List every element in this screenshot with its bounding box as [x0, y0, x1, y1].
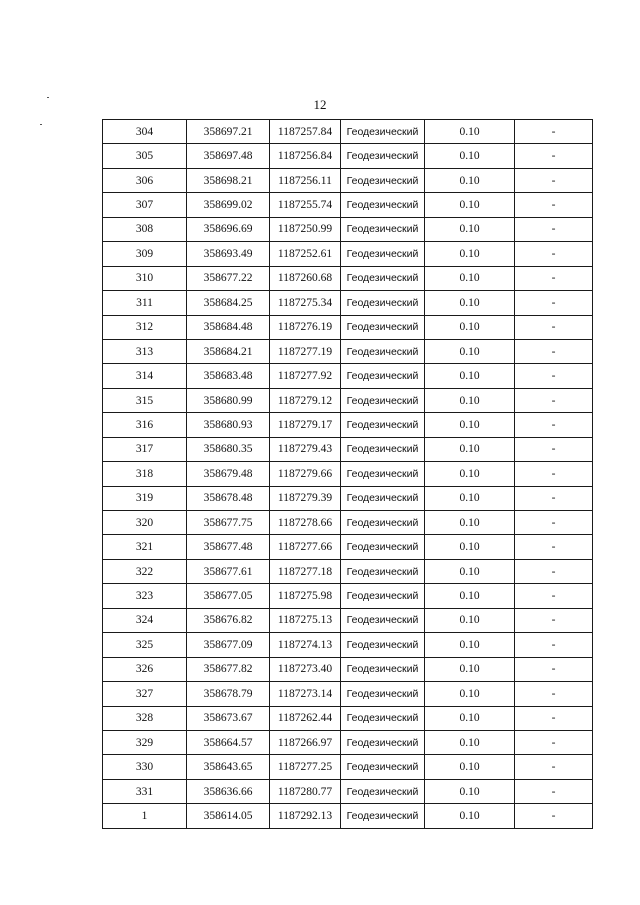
table-row: [103, 291, 593, 315]
method-cell: Геодезический: [341, 168, 425, 192]
method-cell: Геодезический: [341, 706, 425, 730]
accuracy-cell: 0.10: [425, 291, 515, 315]
accuracy-cell: 0.10: [425, 364, 515, 388]
table-row: [103, 437, 593, 461]
y-coordinate-cell: 1187260.68: [270, 266, 341, 290]
accuracy-cell: 0.10: [425, 608, 515, 632]
table-row: [103, 339, 593, 363]
description-cell: -: [515, 682, 593, 706]
y-coordinate-cell: 1187276.19: [270, 315, 341, 339]
table-row: [103, 144, 593, 168]
method-cell: Геодезический: [341, 486, 425, 510]
y-coordinate-cell: 1187274.13: [270, 633, 341, 657]
table-row: [103, 804, 593, 828]
description-cell: -: [515, 633, 593, 657]
x-coordinate-cell: 358680.35: [187, 437, 270, 461]
y-coordinate-cell: 1187266.97: [270, 730, 341, 754]
accuracy-cell: 0.10: [425, 315, 515, 339]
y-coordinate-cell: 1187275.34: [270, 291, 341, 315]
method-cell: Геодезический: [341, 315, 425, 339]
method-cell: Геодезический: [341, 755, 425, 779]
description-cell: -: [515, 462, 593, 486]
y-coordinate-cell: 1187280.77: [270, 779, 341, 803]
y-coordinate-cell: 1187273.14: [270, 682, 341, 706]
table-row: [103, 242, 593, 266]
point-number-cell: 330: [103, 755, 187, 779]
y-coordinate-cell: 1187277.25: [270, 755, 341, 779]
table-row: [103, 486, 593, 510]
description-cell: -: [515, 804, 593, 828]
y-coordinate-cell: 1187279.17: [270, 413, 341, 437]
method-cell: Геодезический: [341, 364, 425, 388]
accuracy-cell: 0.10: [425, 633, 515, 657]
scan-artifact-mark: [47, 97, 49, 98]
method-cell: Геодезический: [341, 242, 425, 266]
point-number-cell: 312: [103, 315, 187, 339]
point-number-cell: 316: [103, 413, 187, 437]
point-number-cell: 310: [103, 266, 187, 290]
accuracy-cell: 0.10: [425, 437, 515, 461]
table-row: [103, 120, 593, 144]
method-cell: Геодезический: [341, 437, 425, 461]
accuracy-cell: 0.10: [425, 779, 515, 803]
accuracy-cell: 0.10: [425, 755, 515, 779]
description-cell: -: [515, 486, 593, 510]
y-coordinate-cell: 1187255.74: [270, 193, 341, 217]
method-cell: Геодезический: [341, 633, 425, 657]
accuracy-cell: 0.10: [425, 462, 515, 486]
point-number-cell: 328: [103, 706, 187, 730]
method-cell: Геодезический: [341, 120, 425, 144]
y-coordinate-cell: 1187256.84: [270, 144, 341, 168]
point-number-cell: 320: [103, 511, 187, 535]
x-coordinate-cell: 358678.79: [187, 682, 270, 706]
point-number-cell: 329: [103, 730, 187, 754]
point-number-cell: 321: [103, 535, 187, 559]
point-number-cell: 311: [103, 291, 187, 315]
x-coordinate-cell: 358693.49: [187, 242, 270, 266]
description-cell: -: [515, 120, 593, 144]
y-coordinate-cell: 1187275.98: [270, 584, 341, 608]
y-coordinate-cell: 1187262.44: [270, 706, 341, 730]
description-cell: -: [515, 779, 593, 803]
point-number-cell: 324: [103, 608, 187, 632]
point-number-cell: 304: [103, 120, 187, 144]
point-number-cell: 305: [103, 144, 187, 168]
accuracy-cell: 0.10: [425, 339, 515, 363]
y-coordinate-cell: 1187275.13: [270, 608, 341, 632]
y-coordinate-cell: 1187279.66: [270, 462, 341, 486]
description-cell: -: [515, 339, 593, 363]
point-number-cell: 331: [103, 779, 187, 803]
x-coordinate-cell: 358696.69: [187, 217, 270, 241]
accuracy-cell: 0.10: [425, 730, 515, 754]
method-cell: Геодезический: [341, 682, 425, 706]
x-coordinate-cell: 358676.82: [187, 608, 270, 632]
accuracy-cell: 0.10: [425, 120, 515, 144]
method-cell: Геодезический: [341, 462, 425, 486]
x-coordinate-cell: 358683.48: [187, 364, 270, 388]
table-row: [103, 388, 593, 412]
table-row: [103, 266, 593, 290]
y-coordinate-cell: 1187277.66: [270, 535, 341, 559]
description-cell: -: [515, 315, 593, 339]
description-cell: -: [515, 584, 593, 608]
x-coordinate-cell: 358678.48: [187, 486, 270, 510]
point-number-cell: 319: [103, 486, 187, 510]
point-number-cell: 318: [103, 462, 187, 486]
table-row: [103, 633, 593, 657]
y-coordinate-cell: 1187256.11: [270, 168, 341, 192]
point-number-cell: 307: [103, 193, 187, 217]
description-cell: -: [515, 730, 593, 754]
description-cell: -: [515, 559, 593, 583]
accuracy-cell: 0.10: [425, 413, 515, 437]
y-coordinate-cell: 1187250.99: [270, 217, 341, 241]
x-coordinate-cell: 358699.02: [187, 193, 270, 217]
accuracy-cell: 0.10: [425, 706, 515, 730]
table-row: [103, 462, 593, 486]
description-cell: -: [515, 266, 593, 290]
table-row: [103, 413, 593, 437]
table-row: [103, 168, 593, 192]
x-coordinate-cell: 358679.48: [187, 462, 270, 486]
description-cell: -: [515, 706, 593, 730]
table-row: [103, 535, 593, 559]
x-coordinate-cell: 358698.21: [187, 168, 270, 192]
point-number-cell: 306: [103, 168, 187, 192]
method-cell: Геодезический: [341, 413, 425, 437]
table-row: [103, 511, 593, 535]
table-row: [103, 193, 593, 217]
description-cell: -: [515, 535, 593, 559]
table-row: [103, 217, 593, 241]
table-row: [103, 755, 593, 779]
accuracy-cell: 0.10: [425, 242, 515, 266]
y-coordinate-cell: 1187273.40: [270, 657, 341, 681]
x-coordinate-cell: 358614.05: [187, 804, 270, 828]
x-coordinate-cell: 358677.61: [187, 559, 270, 583]
table-row: [103, 608, 593, 632]
point-number-cell: 317: [103, 437, 187, 461]
accuracy-cell: 0.10: [425, 559, 515, 583]
point-number-cell: 326: [103, 657, 187, 681]
point-number-cell: 315: [103, 388, 187, 412]
accuracy-cell: 0.10: [425, 266, 515, 290]
description-cell: -: [515, 364, 593, 388]
point-number-cell: 323: [103, 584, 187, 608]
x-coordinate-cell: 358680.99: [187, 388, 270, 412]
x-coordinate-cell: 358684.25: [187, 291, 270, 315]
accuracy-cell: 0.10: [425, 682, 515, 706]
method-cell: Геодезический: [341, 511, 425, 535]
method-cell: Геодезический: [341, 266, 425, 290]
scan-artifact-mark: [40, 124, 42, 125]
y-coordinate-cell: 1187292.13: [270, 804, 341, 828]
method-cell: Геодезический: [341, 584, 425, 608]
accuracy-cell: 0.10: [425, 168, 515, 192]
table-row: [103, 730, 593, 754]
accuracy-cell: 0.10: [425, 217, 515, 241]
y-coordinate-cell: 1187277.19: [270, 339, 341, 363]
coordinates-table: [102, 119, 593, 829]
x-coordinate-cell: 358677.75: [187, 511, 270, 535]
description-cell: -: [515, 755, 593, 779]
method-cell: Геодезический: [341, 804, 425, 828]
table-row: [103, 682, 593, 706]
point-number-cell: 308: [103, 217, 187, 241]
method-cell: Геодезический: [341, 608, 425, 632]
accuracy-cell: 0.10: [425, 144, 515, 168]
description-cell: -: [515, 168, 593, 192]
y-coordinate-cell: 1187277.18: [270, 559, 341, 583]
table-row: [103, 657, 593, 681]
x-coordinate-cell: 358636.66: [187, 779, 270, 803]
x-coordinate-cell: 358684.48: [187, 315, 270, 339]
y-coordinate-cell: 1187252.61: [270, 242, 341, 266]
point-number-cell: 325: [103, 633, 187, 657]
y-coordinate-cell: 1187278.66: [270, 511, 341, 535]
description-cell: -: [515, 413, 593, 437]
method-cell: Геодезический: [341, 193, 425, 217]
method-cell: Геодезический: [341, 657, 425, 681]
table-row: [103, 364, 593, 388]
x-coordinate-cell: 358673.67: [187, 706, 270, 730]
description-cell: -: [515, 437, 593, 461]
x-coordinate-cell: 358677.82: [187, 657, 270, 681]
accuracy-cell: 0.10: [425, 193, 515, 217]
accuracy-cell: 0.10: [425, 535, 515, 559]
x-coordinate-cell: 358697.21: [187, 120, 270, 144]
accuracy-cell: 0.10: [425, 511, 515, 535]
accuracy-cell: 0.10: [425, 584, 515, 608]
table-row: [103, 584, 593, 608]
coordinates-table-body: [103, 120, 593, 829]
accuracy-cell: 0.10: [425, 657, 515, 681]
x-coordinate-cell: 358664.57: [187, 730, 270, 754]
page-number: 12: [313, 97, 327, 112]
point-number-cell: 322: [103, 559, 187, 583]
description-cell: -: [515, 657, 593, 681]
x-coordinate-cell: 358697.48: [187, 144, 270, 168]
x-coordinate-cell: 358680.93: [187, 413, 270, 437]
method-cell: Геодезический: [341, 339, 425, 363]
x-coordinate-cell: 358677.05: [187, 584, 270, 608]
accuracy-cell: 0.10: [425, 388, 515, 412]
description-cell: -: [515, 608, 593, 632]
method-cell: Геодезический: [341, 217, 425, 241]
method-cell: Геодезический: [341, 144, 425, 168]
table-row: [103, 315, 593, 339]
y-coordinate-cell: 1187279.12: [270, 388, 341, 412]
point-number-cell: 309: [103, 242, 187, 266]
description-cell: -: [515, 511, 593, 535]
y-coordinate-cell: 1187257.84: [270, 120, 341, 144]
point-number-cell: 1: [103, 804, 187, 828]
y-coordinate-cell: 1187279.43: [270, 437, 341, 461]
description-cell: -: [515, 242, 593, 266]
x-coordinate-cell: 358677.48: [187, 535, 270, 559]
description-cell: -: [515, 144, 593, 168]
method-cell: Геодезический: [341, 535, 425, 559]
accuracy-cell: 0.10: [425, 804, 515, 828]
x-coordinate-cell: 358677.09: [187, 633, 270, 657]
y-coordinate-cell: 1187277.92: [270, 364, 341, 388]
method-cell: Геодезический: [341, 291, 425, 315]
table-row: [103, 706, 593, 730]
y-coordinate-cell: 1187279.39: [270, 486, 341, 510]
method-cell: Геодезический: [341, 730, 425, 754]
x-coordinate-cell: 358677.22: [187, 266, 270, 290]
point-number-cell: 327: [103, 682, 187, 706]
point-number-cell: 313: [103, 339, 187, 363]
x-coordinate-cell: 358684.21: [187, 339, 270, 363]
method-cell: Геодезический: [341, 779, 425, 803]
description-cell: -: [515, 193, 593, 217]
table-row: [103, 559, 593, 583]
accuracy-cell: 0.10: [425, 486, 515, 510]
point-number-cell: 314: [103, 364, 187, 388]
x-coordinate-cell: 358643.65: [187, 755, 270, 779]
description-cell: -: [515, 217, 593, 241]
description-cell: -: [515, 388, 593, 412]
table-row: [103, 779, 593, 803]
method-cell: Геодезический: [341, 388, 425, 412]
description-cell: -: [515, 291, 593, 315]
method-cell: Геодезический: [341, 559, 425, 583]
